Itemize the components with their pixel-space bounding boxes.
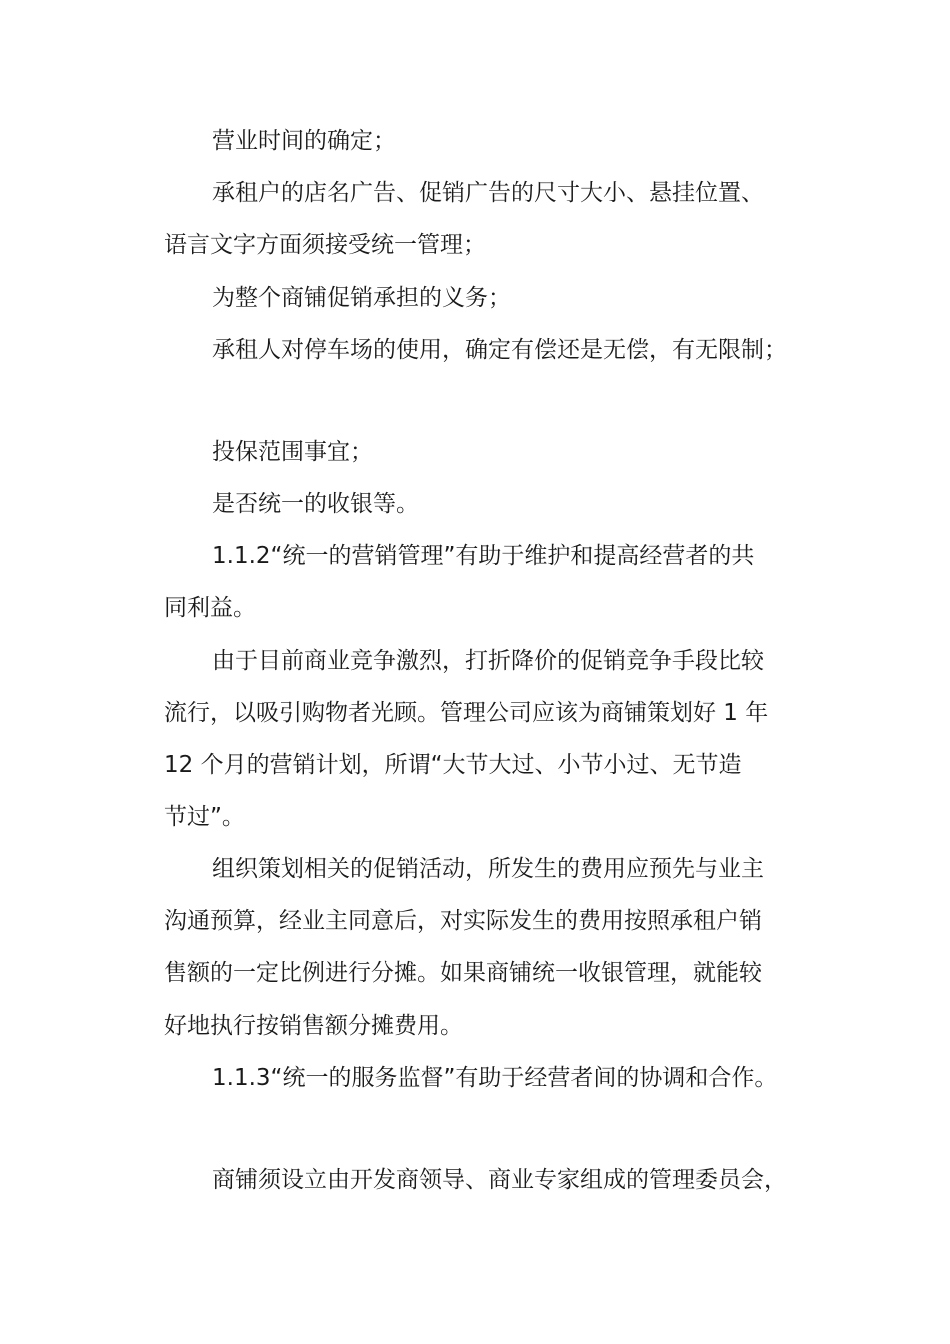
text-line: 沟通预算，经业主同意后，对实际发生的费用按照承租户销 <box>164 908 762 934</box>
text-line: 1.1.3“统一的服务监督”有助于经营者间的协调和合作。 <box>212 1065 778 1091</box>
text-line: 商铺须设立由开发商领导、商业专家组成的管理委员会， <box>212 1167 787 1193</box>
text-line: 是否统一的收银等。 <box>212 491 419 517</box>
text-line: 组织策划相关的促销活动，所发生的费用应预先与业主 <box>212 856 764 882</box>
text-line: 投保范围事宜； <box>212 439 373 465</box>
text-line: 同利益。 <box>164 595 256 621</box>
text-line: 12 个月的营销计划，所谓“大节大过、小节小过、无节造 <box>164 752 742 778</box>
text-line: 语言文字方面须接受统一管理； <box>164 232 486 258</box>
text-line: 好地执行按销售额分摊费用。 <box>164 1013 463 1039</box>
text-line: 为整个商铺促销承担的义务； <box>212 285 511 311</box>
text-line: 营业时间的确定； <box>212 128 396 154</box>
text-line: 1.1.2“统一的营销管理”有助于维护和提高经营者的共 <box>212 543 755 569</box>
text-line: 流行，以吸引购物者光顾。管理公司应该为商铺策划好 1 年 <box>164 700 769 726</box>
text-line: 售额的一定比例进行分摊。如果商铺统一收银管理，就能较 <box>164 960 762 986</box>
text-line: 节过”。 <box>164 804 245 830</box>
text-line: 由于目前商业竞争激烈，打折降价的促销竞争手段比较 <box>212 648 764 674</box>
text-line: 承租人对停车场的使用，确定有偿还是无偿，有无限制； <box>212 337 787 363</box>
text-line: 承租户的店名广告、促销广告的尺寸大小、悬挂位置、 <box>212 180 764 206</box>
